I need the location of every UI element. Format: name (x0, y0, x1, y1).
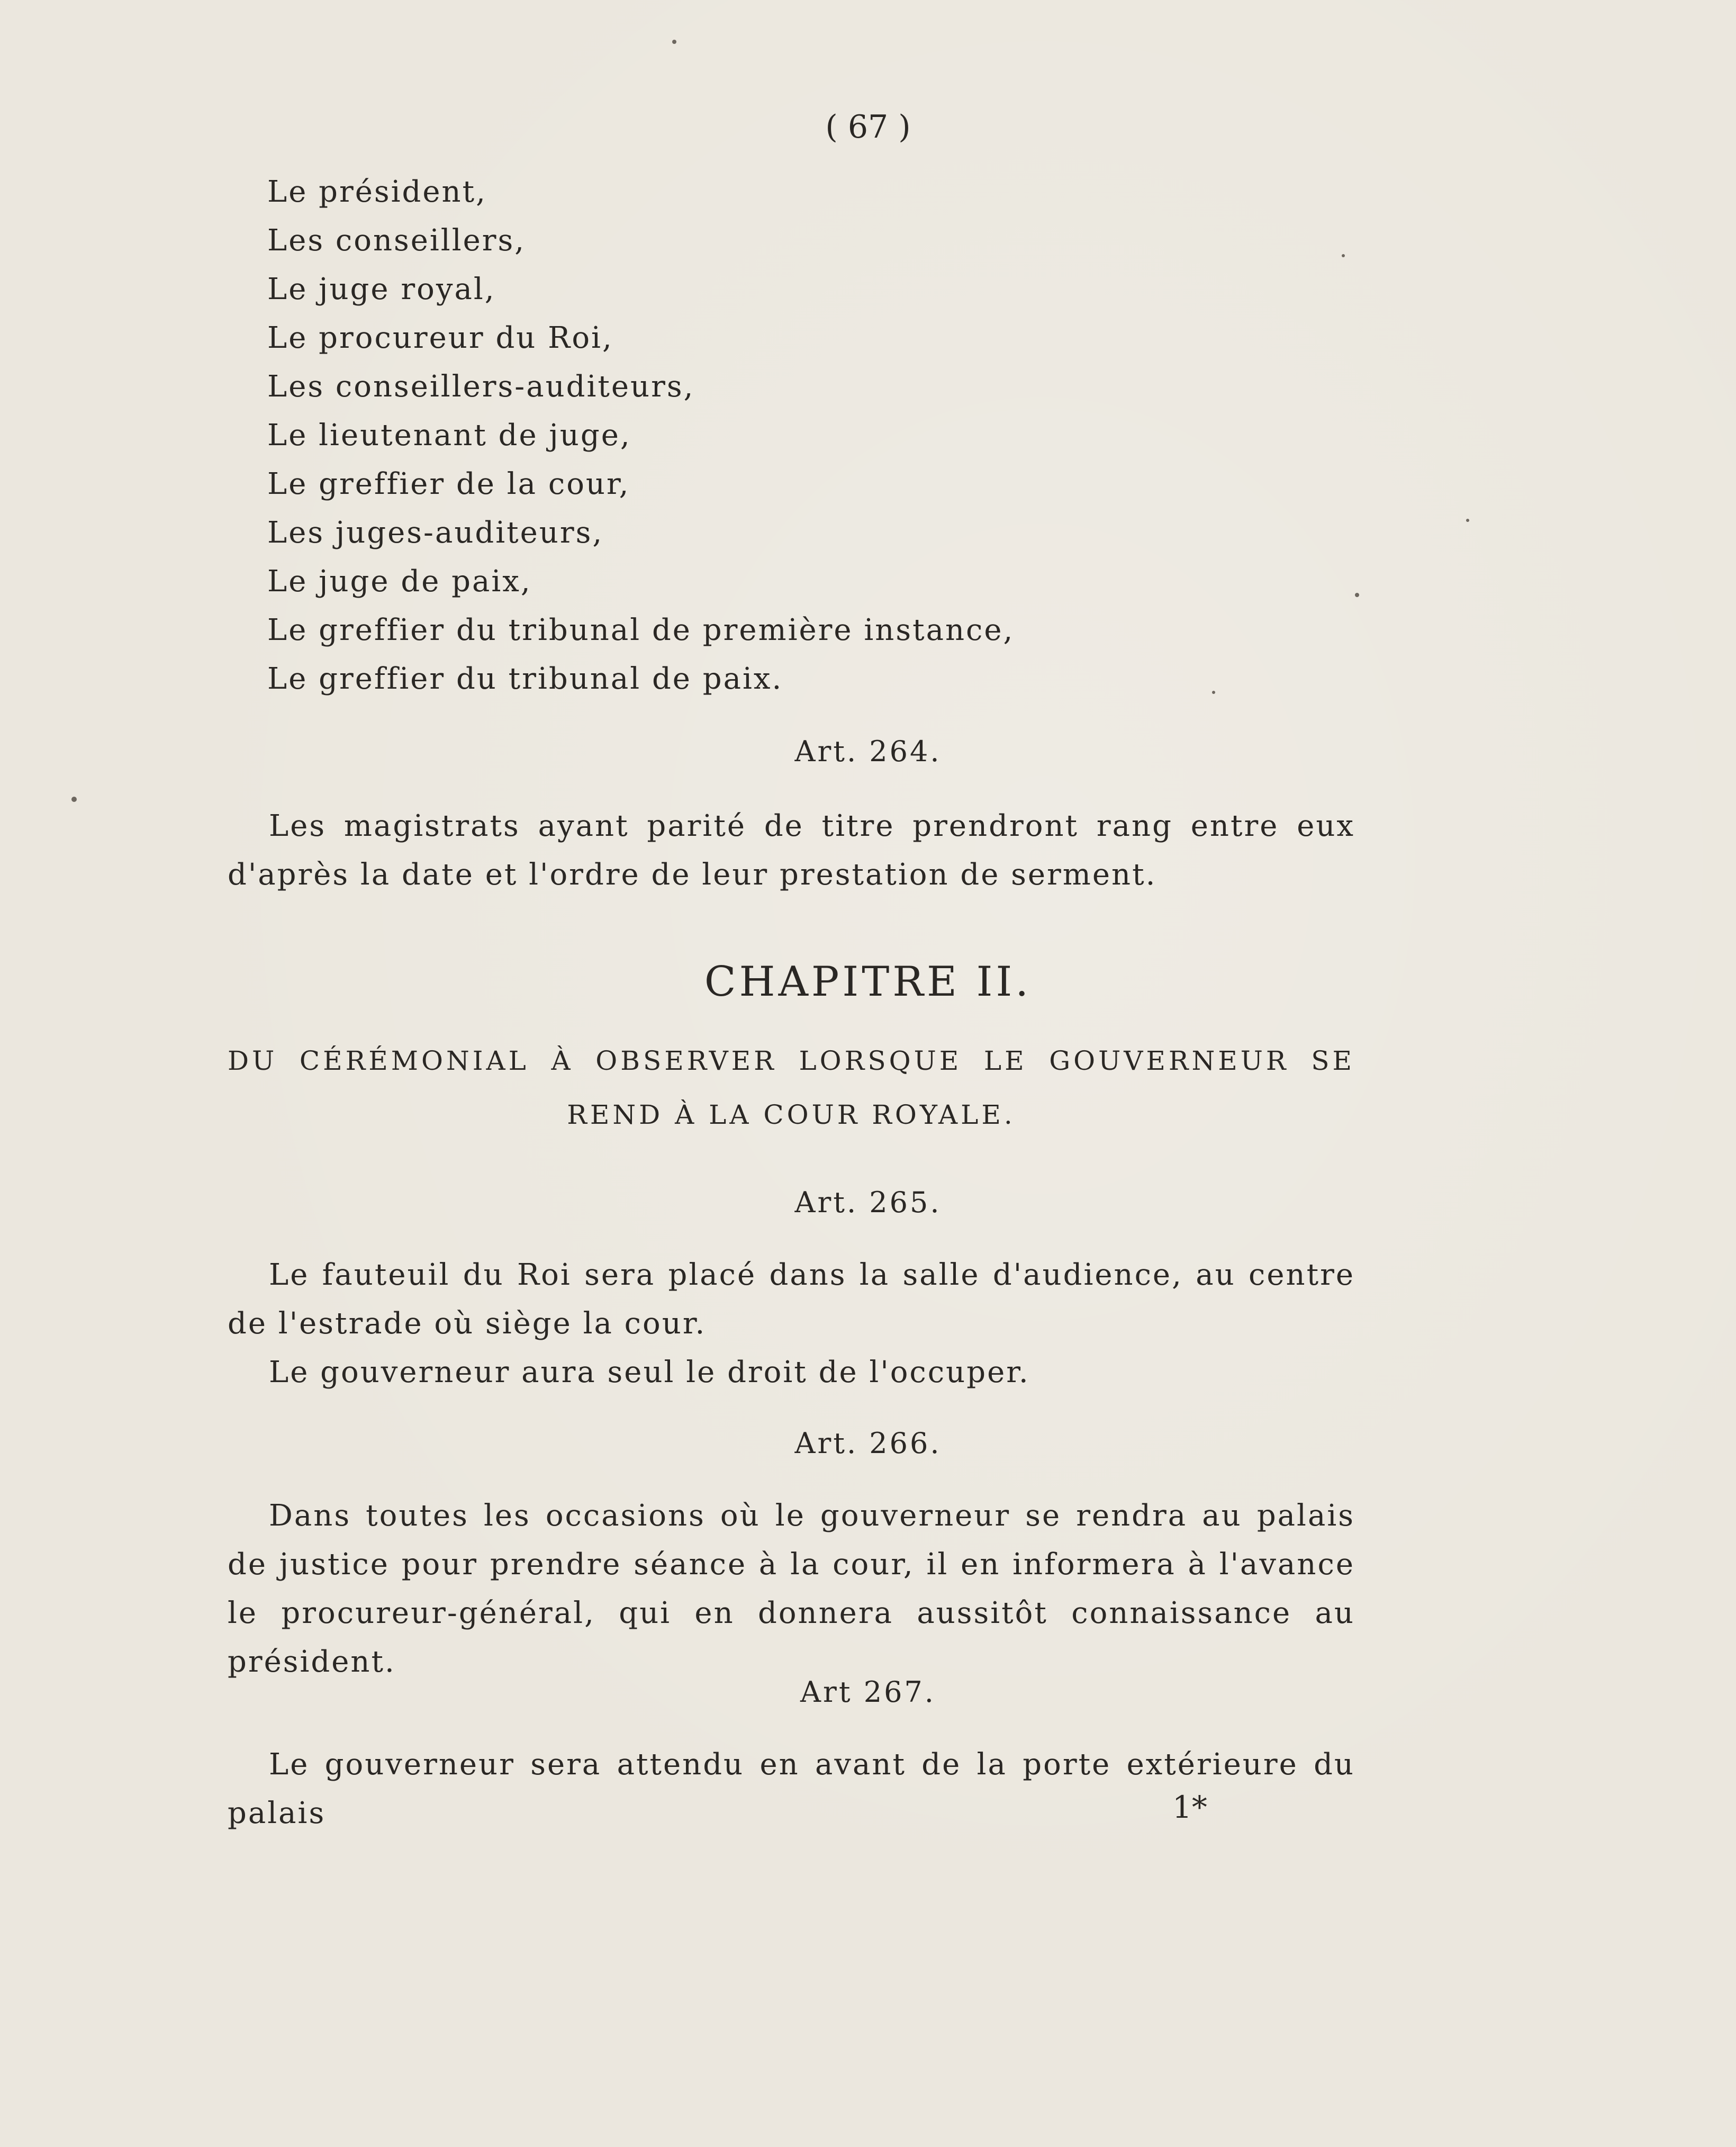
list-item: Le lieutenant de juge, (267, 418, 631, 453)
list-item: Les juges-auditeurs, (267, 516, 604, 550)
paper-speck (1466, 519, 1469, 522)
article-text-267: Le gouverneur sera attendu en avant de la porte extérieure du palais (228, 1747, 1355, 1830)
article-text-266: Dans toutes les occasions où le gouverneur se rendra au palais de justice pour prendre séance à la cour, il en informera à l'avance le procureur-général, qui en donnera aussitôt connaissance au président. (228, 1499, 1355, 1679)
list-item: Le procureur du Roi, (267, 321, 613, 355)
list-item: Le greffier du tribunal de paix. (267, 662, 783, 696)
paper-speck (672, 40, 676, 44)
paper-speck (1355, 593, 1359, 597)
paper-speck (71, 797, 77, 802)
paper-speck (1212, 691, 1215, 694)
list-item: Le greffier de la cour, (267, 467, 630, 501)
list-item: Le greffier du tribunal de première instance, (267, 613, 1015, 647)
list-item: Les conseillers-auditeurs, (267, 369, 695, 404)
article-text-265-b: Le gouverneur aura seul le droit de l'occuper. (269, 1355, 1030, 1390)
list-item: Les conseillers, (267, 223, 526, 258)
article-text-265-a: Le fauteuil du Roi sera placé dans la salle d'audience, au centre de l'estrade où siège la cour. (228, 1258, 1355, 1341)
article-heading-265: Art. 265. (794, 1186, 942, 1219)
page-number: ( 67 ) (825, 109, 911, 146)
list-item: Le juge royal, (267, 272, 496, 306)
list-item: Le juge de paix, (267, 564, 532, 599)
paper-speck (1342, 254, 1345, 257)
list-item: Le président, (267, 175, 487, 209)
chapter-subtitle-line2: REND À LA COUR ROYALE. (567, 1099, 1016, 1130)
article-heading-266: Art. 266. (794, 1427, 942, 1460)
article-heading-264: Art. 264. (794, 735, 942, 768)
signature-mark: 1* (1172, 1789, 1207, 1825)
chapter-subtitle-line1: DU CÉRÉMONIAL À OBSERVER LORSQUE LE GOUVERNEUR SE (228, 1045, 1355, 1076)
chapter-title: CHAPITRE II. (704, 958, 1032, 1006)
article-heading-267: Art 267. (800, 1675, 936, 1709)
article-text-264: Les magistrats ayant parité de titre prendront rang entre eux d'après la date et l'ordre de leur prestation de serment. (228, 809, 1355, 892)
